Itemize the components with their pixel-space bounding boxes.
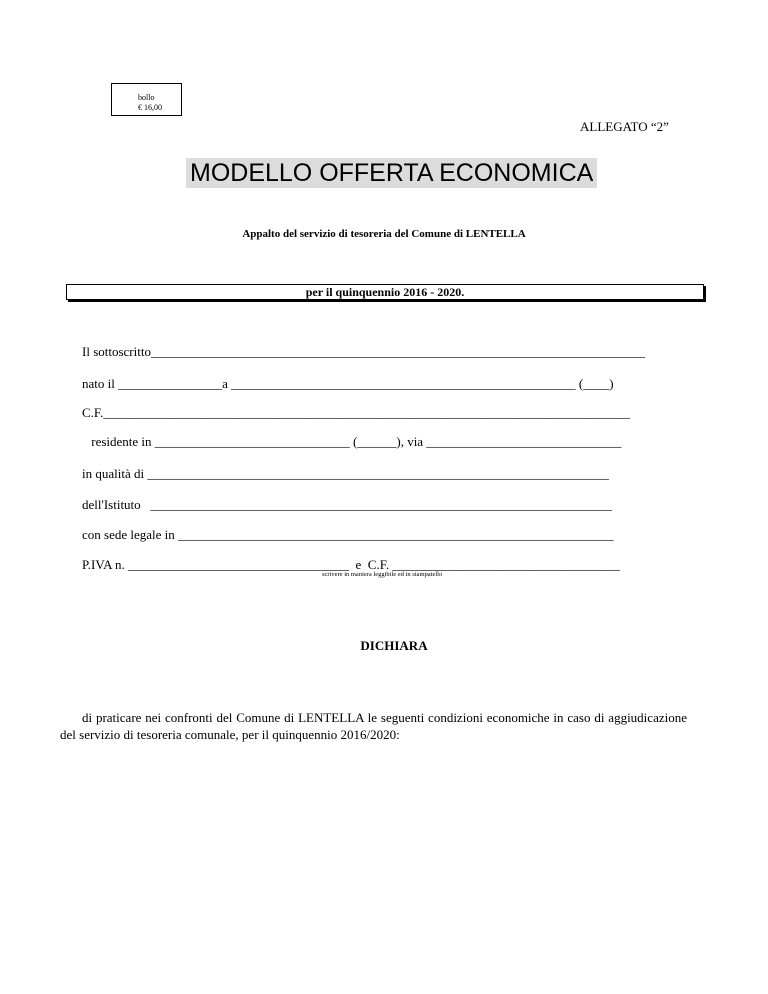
page-title: MODELLO OFFERTA ECONOMICA: [186, 158, 597, 188]
field-istituto[interactable]: dell'Istituto _______________________________________________________________________: [82, 497, 612, 512]
field-sede-legale[interactable]: con sede legale in ___________________________________________________________________: [82, 527, 614, 542]
declaration-text: di praticare nei confronti del Comune di LENTELLA le seguenti condizioni economiche in caso di aggiudicazione del servizio di tesoreria comunale, per il quinquennio 2016/2020:: [60, 710, 687, 742]
period-box: per il quinquennio 2016 - 2020.: [66, 284, 704, 300]
field-nato-il[interactable]: nato il ________________a _____________________________________________________ (____): [82, 376, 614, 391]
field-codice-fiscale[interactable]: C.F._________________________________________________________________________________: [82, 405, 630, 420]
field-note: scrivere in maniera leggibile ed in stampatello: [322, 571, 443, 578]
field-residente[interactable]: residente in ______________________________ (______), via ______________________________: [88, 434, 622, 449]
declaration-paragraph: [60, 709, 687, 743]
stamp-box: [111, 83, 182, 116]
declaration-heading: DICHIARA: [360, 638, 428, 653]
field-piva-cf[interactable]: P.IVA n. __________________________________ e C.F. ___________________________________: [82, 557, 620, 572]
stamp-label: bollo: [138, 93, 155, 102]
field-sottoscritto[interactable]: Il sottoscritto____________________________________________________________________________: [82, 344, 645, 359]
page-subtitle: Appalto del servizio di tesoreria del Comune di LENTELLA: [242, 228, 526, 240]
attachment-label: ALLEGATO “2”: [580, 119, 669, 134]
stamp-amount: € 16,00: [138, 103, 162, 112]
field-qualita[interactable]: in qualità di _______________________________________________________________________: [82, 466, 609, 481]
